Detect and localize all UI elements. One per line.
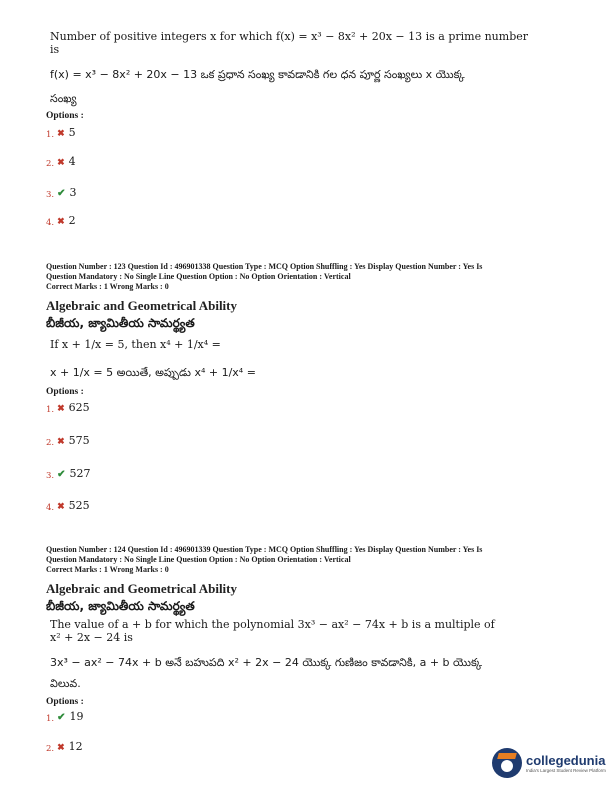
q123-option-2[interactable] <box>46 434 90 448</box>
q1-text-te-line2: సంఖ్య <box>50 92 77 105</box>
option-value: 4 <box>68 155 76 168</box>
wrong-mark-icon: ✖ <box>57 404 65 414</box>
wrong-mark-icon: ✖ <box>57 437 65 447</box>
option-value: 575 <box>68 434 90 447</box>
option-number: 4. <box>46 503 55 513</box>
q123-option-3[interactable] <box>46 467 91 481</box>
option-number: 1. <box>46 405 55 415</box>
q124-meta-line1: Question Number : 124 Question Id : 496901339 Question Type : MCQ Option Shuffling : Yes Display Question Number : Yes Is <box>46 545 483 554</box>
option-number: 2. <box>46 744 55 754</box>
q123-option-4[interactable] <box>46 499 90 513</box>
logo-name: collegedunia <box>526 753 606 768</box>
wrong-mark-icon: ✖ <box>57 129 65 139</box>
option-value: 3 <box>69 186 77 199</box>
q1-option-4[interactable] <box>46 214 76 228</box>
q124-meta-line2: Question Mandatory : No Single Line Question Option : No Option Orientation : Vertical <box>46 555 351 564</box>
option-number: 3. <box>46 471 55 481</box>
q123-meta-line1: Question Number : 123 Question Id : 496901338 Question Type : MCQ Option Shuffling : Yes Display Question Number : Yes Is <box>46 262 483 271</box>
wrong-mark-icon: ✖ <box>57 743 65 753</box>
q124-meta-line3: Correct Marks : 1 Wrong Marks : 0 <box>46 565 169 574</box>
q1-text-en-line1: Number of positive integers x for which f(x) = x³ − 8x² + 20x − 13 is a prime number <box>50 30 529 43</box>
correct-check-icon: ✔ <box>57 712 66 723</box>
q124-question-en-line2: x² + 2x − 24 is <box>50 631 133 644</box>
q1-text-en-line2: is <box>50 43 60 56</box>
q124-question-te-line2: విలువ. <box>50 677 81 690</box>
wrong-mark-icon: ✖ <box>57 217 65 227</box>
q123-question-te: x + 1/x = 5 అయితే, అప్పుడు x⁴ + 1/x⁴ = <box>50 366 256 379</box>
q124-question-en-line1: The value of a + b for which the polynomial 3x³ − ax² − 74x + b is a multiple of <box>50 618 495 631</box>
q123-section-title: Algebraic and Geometrical Ability <box>46 298 238 313</box>
q1-text-te-line1: f(x) = x³ − 8x² + 20x − 13 ఒక ప్రధాన సంఖ్య కావడానికి గల ధన పూర్ణ సంఖ్యలు x యొక్క <box>50 68 465 81</box>
collegedunia-logo <box>492 748 606 778</box>
q1-option-1[interactable] <box>46 126 76 140</box>
q123-options-label: Options : <box>46 387 84 397</box>
q123-question-en: If x + 1/x = 5, then x⁴ + 1/x⁴ = <box>50 338 221 351</box>
option-value: 625 <box>68 401 90 414</box>
q123-meta-line2: Question Mandatory : No Single Line Question Option : No Option Orientation : Vertical <box>46 272 351 281</box>
option-number: 2. <box>46 159 55 169</box>
q1-option-2[interactable] <box>46 155 76 169</box>
option-value: 2 <box>68 214 76 227</box>
wrong-mark-icon: ✖ <box>57 502 65 512</box>
logo-mascot-icon <box>492 748 522 778</box>
option-value: 5 <box>68 126 76 139</box>
option-value: 12 <box>68 740 83 753</box>
option-number: 4. <box>46 218 55 228</box>
q124-option-1[interactable] <box>46 710 84 724</box>
option-value: 525 <box>68 499 90 512</box>
option-number: 1. <box>46 130 55 140</box>
q1-options-label: Options : <box>46 111 84 121</box>
q124-section-subtitle: బీజీయ, జ్యామితీయ సామర్థ్యత <box>46 599 195 613</box>
logo-tagline: India's Largest Student Review Platform <box>526 768 606 773</box>
q124-question-te-line1: 3x³ − ax² − 74x + b అనే బహుపది x² + 2x − 24 యొక్క గుణిజం కావడానికి, a + b యొక్క <box>50 656 483 669</box>
q124-section-title: Algebraic and Geometrical Ability <box>46 581 238 596</box>
correct-check-icon: ✔ <box>57 188 66 199</box>
q1-option-3[interactable] <box>46 186 77 200</box>
option-value: 527 <box>69 467 91 480</box>
option-number: 1. <box>46 714 55 724</box>
wrong-mark-icon: ✖ <box>57 158 65 168</box>
q123-meta-line3: Correct Marks : 1 Wrong Marks : 0 <box>46 282 169 291</box>
q123-option-1[interactable] <box>46 401 90 415</box>
q124-option-2[interactable] <box>46 740 83 754</box>
option-number: 2. <box>46 438 55 448</box>
q124-options-label: Options : <box>46 697 84 707</box>
correct-check-icon: ✔ <box>57 469 66 480</box>
option-number: 3. <box>46 190 55 200</box>
q123-section-subtitle: బీజీయ, జ్యామితీయ సామర్థ్యత <box>46 316 195 330</box>
option-value: 19 <box>69 710 84 723</box>
